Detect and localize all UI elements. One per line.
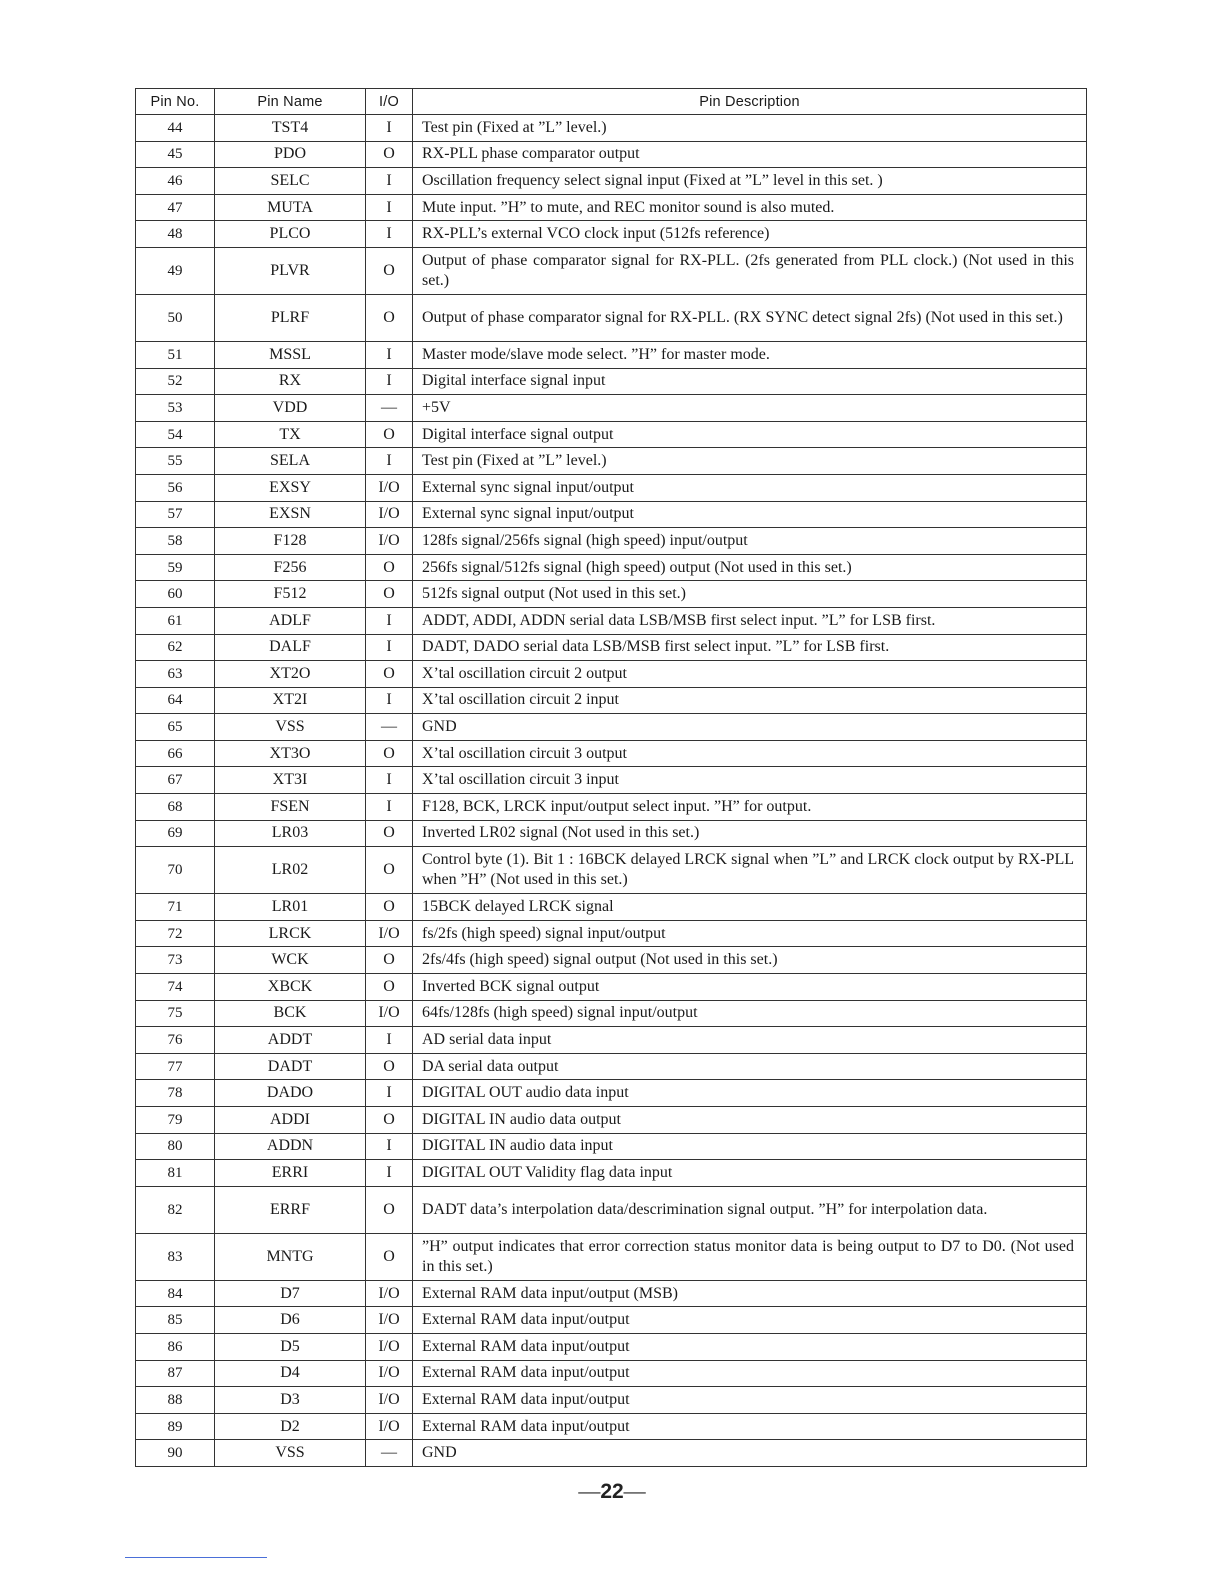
pin-io-cell: O bbox=[366, 554, 413, 581]
pin-io-cell: I/O bbox=[366, 1333, 413, 1360]
pin-io-cell: I bbox=[366, 115, 413, 142]
table-row bbox=[136, 194, 1087, 221]
pin-name-cell: ADLF bbox=[215, 607, 366, 634]
pin-io-cell: O bbox=[366, 1053, 413, 1080]
bottom-rule bbox=[125, 1557, 267, 1558]
table-row bbox=[136, 294, 1087, 341]
pin-description-cell: DIGITAL OUT Validity flag data input bbox=[413, 1160, 1087, 1187]
table-row bbox=[136, 141, 1087, 168]
table-row bbox=[136, 740, 1087, 767]
pin-number-cell: 76 bbox=[136, 1027, 215, 1054]
pin-number-cell: 56 bbox=[136, 474, 215, 501]
pin-description-cell: GND bbox=[413, 1440, 1087, 1467]
pin-description-cell: F128, BCK, LRCK input/output select input. ”H” for output. bbox=[413, 794, 1087, 821]
pin-number-cell: 85 bbox=[136, 1307, 215, 1334]
table-row bbox=[136, 974, 1087, 1001]
table-row bbox=[136, 947, 1087, 974]
pin-description-cell: 128fs signal/256fs signal (high speed) input/output bbox=[413, 528, 1087, 555]
pin-io-cell: O bbox=[366, 1107, 413, 1134]
table-row bbox=[136, 168, 1087, 195]
pin-name-cell: EXSY bbox=[215, 474, 366, 501]
pin-number-cell: 82 bbox=[136, 1186, 215, 1233]
pin-description-cell: ”H” output indicates that error correction status monitor data is being output to D7 to D0. (Not used in this set.) bbox=[413, 1233, 1087, 1280]
pin-description-cell: External sync signal input/output bbox=[413, 474, 1087, 501]
pin-number-cell: 72 bbox=[136, 920, 215, 947]
pin-description-cell: External RAM data input/output bbox=[413, 1387, 1087, 1414]
pin-io-cell: I/O bbox=[366, 501, 413, 528]
pin-name-cell: D2 bbox=[215, 1413, 366, 1440]
table-header-row bbox=[136, 89, 1087, 115]
pin-description-cell: External sync signal input/output bbox=[413, 501, 1087, 528]
pin-name-cell: LR02 bbox=[215, 847, 366, 894]
table-row bbox=[136, 1387, 1087, 1414]
pin-description-cell: Control byte (1). Bit 1 : 16BCK delayed LRCK signal when ”L” and LRCK clock output by RX-PLL when ”H” (Not used in this set.) bbox=[413, 847, 1087, 894]
pin-name-cell: D6 bbox=[215, 1307, 366, 1334]
pin-number-cell: 63 bbox=[136, 661, 215, 688]
table-row bbox=[136, 1133, 1087, 1160]
pin-description-cell: RX-PLL phase comparator output bbox=[413, 141, 1087, 168]
pin-number-cell: 57 bbox=[136, 501, 215, 528]
table-row bbox=[136, 1027, 1087, 1054]
pin-description-cell: DIGITAL OUT audio data input bbox=[413, 1080, 1087, 1107]
pin-number-cell: 66 bbox=[136, 740, 215, 767]
pin-description-cell: Master mode/slave mode select. ”H” for master mode. bbox=[413, 341, 1087, 368]
pin-number-cell: 81 bbox=[136, 1160, 215, 1187]
pin-description-cell: Oscillation frequency select signal input (Fixed at ”L” level in this set. ) bbox=[413, 168, 1087, 195]
pin-number-cell: 61 bbox=[136, 607, 215, 634]
pin-io-cell: I bbox=[366, 168, 413, 195]
page-number bbox=[0, 1478, 1224, 1504]
pin-description-cell: X’tal oscillation circuit 2 output bbox=[413, 661, 1087, 688]
pin-number-cell: 77 bbox=[136, 1053, 215, 1080]
table-row bbox=[136, 395, 1087, 422]
pin-description-cell: +5V bbox=[413, 395, 1087, 422]
table-row bbox=[136, 1233, 1087, 1280]
pin-name-cell: XT3I bbox=[215, 767, 366, 794]
pin-description-cell: DIGITAL IN audio data output bbox=[413, 1107, 1087, 1134]
pin-number-cell: 80 bbox=[136, 1133, 215, 1160]
pin-io-cell: I/O bbox=[366, 528, 413, 555]
pin-io-cell: O bbox=[366, 894, 413, 921]
pin-name-cell: MSSL bbox=[215, 341, 366, 368]
pin-name-cell: VSS bbox=[215, 1440, 366, 1467]
pin-number-cell: 86 bbox=[136, 1333, 215, 1360]
pin-number-cell: 51 bbox=[136, 341, 215, 368]
pin-name-cell: RX bbox=[215, 368, 366, 395]
table-row bbox=[136, 820, 1087, 847]
pin-io-cell: I bbox=[366, 1160, 413, 1187]
table-row bbox=[136, 1160, 1087, 1187]
pin-name-cell: TX bbox=[215, 421, 366, 448]
pin-name-cell: PLCO bbox=[215, 221, 366, 248]
pin-name-cell: ADDN bbox=[215, 1133, 366, 1160]
table-row bbox=[136, 1413, 1087, 1440]
pin-description-cell: Digital interface signal output bbox=[413, 421, 1087, 448]
table-row bbox=[136, 341, 1087, 368]
pin-name-cell: ERRF bbox=[215, 1186, 366, 1233]
pin-io-cell: O bbox=[366, 294, 413, 341]
pin-description-cell: DA serial data output bbox=[413, 1053, 1087, 1080]
pin-number-cell: 59 bbox=[136, 554, 215, 581]
pin-description-cell: 64fs/128fs (high speed) signal input/output bbox=[413, 1000, 1087, 1027]
pin-io-cell: O bbox=[366, 740, 413, 767]
pin-description-cell: X’tal oscillation circuit 2 input bbox=[413, 687, 1087, 714]
pin-io-cell: I bbox=[366, 1027, 413, 1054]
pin-description-cell: X’tal oscillation circuit 3 input bbox=[413, 767, 1087, 794]
table-row bbox=[136, 115, 1087, 142]
pin-number-cell: 73 bbox=[136, 947, 215, 974]
table-row bbox=[136, 1107, 1087, 1134]
pin-name-cell: PLVR bbox=[215, 247, 366, 294]
pin-description-cell: 2fs/4fs (high speed) signal output (Not used in this set.) bbox=[413, 947, 1087, 974]
page-number-dash-right: — bbox=[623, 1478, 646, 1503]
table-row bbox=[136, 1333, 1087, 1360]
pin-number-cell: 50 bbox=[136, 294, 215, 341]
pin-description-cell: Inverted LR02 signal (Not used in this set.) bbox=[413, 820, 1087, 847]
pin-name-cell: FSEN bbox=[215, 794, 366, 821]
pin-name-cell: DALF bbox=[215, 634, 366, 661]
pin-name-cell: MUTA bbox=[215, 194, 366, 221]
pin-name-cell: DADO bbox=[215, 1080, 366, 1107]
pin-name-cell: D5 bbox=[215, 1333, 366, 1360]
table-row bbox=[136, 794, 1087, 821]
pin-description-cell: External RAM data input/output (MSB) bbox=[413, 1280, 1087, 1307]
pin-description-cell: X’tal oscillation circuit 3 output bbox=[413, 740, 1087, 767]
pin-name-cell: TST4 bbox=[215, 115, 366, 142]
table-row bbox=[136, 221, 1087, 248]
pin-io-cell: I bbox=[366, 194, 413, 221]
pin-io-cell: I bbox=[366, 634, 413, 661]
pin-number-cell: 48 bbox=[136, 221, 215, 248]
pin-io-cell: I bbox=[366, 794, 413, 821]
pin-name-cell: F128 bbox=[215, 528, 366, 555]
pin-io-cell: O bbox=[366, 421, 413, 448]
pin-io-cell: O bbox=[366, 581, 413, 608]
pin-name-cell: F256 bbox=[215, 554, 366, 581]
pin-number-cell: 67 bbox=[136, 767, 215, 794]
pin-number-cell: 90 bbox=[136, 1440, 215, 1467]
pin-rows bbox=[136, 115, 1087, 1467]
header-io: I/O bbox=[366, 89, 413, 115]
pin-number-cell: 88 bbox=[136, 1387, 215, 1414]
pin-io-cell: I/O bbox=[366, 1387, 413, 1414]
pin-io-cell: I/O bbox=[366, 1413, 413, 1440]
pin-number-cell: 74 bbox=[136, 974, 215, 1001]
pin-number-cell: 52 bbox=[136, 368, 215, 395]
pin-description-cell: Test pin (Fixed at ”L” level.) bbox=[413, 448, 1087, 475]
table-row bbox=[136, 581, 1087, 608]
table-row bbox=[136, 1053, 1087, 1080]
pin-io-cell: I bbox=[366, 221, 413, 248]
pin-number-cell: 47 bbox=[136, 194, 215, 221]
pin-description-cell: Output of phase comparator signal for RX-PLL. (RX SYNC detect signal 2fs) (Not used in this set.) bbox=[413, 294, 1087, 341]
pin-name-cell: EXSN bbox=[215, 501, 366, 528]
pin-description-cell: ADDT, ADDI, ADDN serial data LSB/MSB first select input. ”L” for LSB first. bbox=[413, 607, 1087, 634]
pin-number-cell: 54 bbox=[136, 421, 215, 448]
pin-io-cell: I bbox=[366, 1080, 413, 1107]
pin-io-cell: O bbox=[366, 947, 413, 974]
pin-name-cell: ADDI bbox=[215, 1107, 366, 1134]
pin-name-cell: VDD bbox=[215, 395, 366, 422]
table-row bbox=[136, 634, 1087, 661]
pin-io-cell: I bbox=[366, 687, 413, 714]
table-row bbox=[136, 1360, 1087, 1387]
pin-name-cell: SELC bbox=[215, 168, 366, 195]
pin-name-cell: DADT bbox=[215, 1053, 366, 1080]
pin-description-cell: 256fs signal/512fs signal (high speed) output (Not used in this set.) bbox=[413, 554, 1087, 581]
pin-name-cell: SELA bbox=[215, 448, 366, 475]
header-description: Pin Description bbox=[413, 89, 1087, 115]
table-row bbox=[136, 554, 1087, 581]
table-row bbox=[136, 920, 1087, 947]
pin-name-cell: XT3O bbox=[215, 740, 366, 767]
table-row bbox=[136, 247, 1087, 294]
pin-name-cell: VSS bbox=[215, 714, 366, 741]
table-row bbox=[136, 687, 1087, 714]
pin-number-cell: 71 bbox=[136, 894, 215, 921]
pin-io-cell: I/O bbox=[366, 920, 413, 947]
pin-io-cell: O bbox=[366, 247, 413, 294]
pin-number-cell: 46 bbox=[136, 168, 215, 195]
pin-io-cell: I bbox=[366, 368, 413, 395]
pin-name-cell: ADDT bbox=[215, 1027, 366, 1054]
pin-io-cell: — bbox=[366, 714, 413, 741]
pin-description-cell: DADT data’s interpolation data/descrimination signal output. ”H” for interpolation data. bbox=[413, 1186, 1087, 1233]
pin-io-cell: I bbox=[366, 341, 413, 368]
pin-description-cell: 15BCK delayed LRCK signal bbox=[413, 894, 1087, 921]
pin-number-cell: 58 bbox=[136, 528, 215, 555]
table-row bbox=[136, 847, 1087, 894]
pin-io-cell: O bbox=[366, 661, 413, 688]
pin-description-cell: External RAM data input/output bbox=[413, 1360, 1087, 1387]
pin-io-cell: O bbox=[366, 974, 413, 1001]
pin-io-cell: I/O bbox=[366, 1280, 413, 1307]
pin-io-cell: I/O bbox=[366, 1307, 413, 1334]
pin-number-cell: 84 bbox=[136, 1280, 215, 1307]
pin-name-cell: BCK bbox=[215, 1000, 366, 1027]
table-row bbox=[136, 474, 1087, 501]
pin-io-cell: O bbox=[366, 141, 413, 168]
pin-number-cell: 55 bbox=[136, 448, 215, 475]
pin-name-cell: D7 bbox=[215, 1280, 366, 1307]
pin-number-cell: 53 bbox=[136, 395, 215, 422]
pin-io-cell: I bbox=[366, 448, 413, 475]
pin-io-cell: I bbox=[366, 607, 413, 634]
pin-description-cell: Output of phase comparator signal for RX-PLL. (2fs generated from PLL clock.) (Not used in this set.) bbox=[413, 247, 1087, 294]
pin-name-cell: XBCK bbox=[215, 974, 366, 1001]
pin-io-cell: O bbox=[366, 1233, 413, 1280]
pin-io-cell: O bbox=[366, 847, 413, 894]
table-row bbox=[136, 661, 1087, 688]
pin-table bbox=[135, 88, 1087, 1467]
table-row bbox=[136, 1440, 1087, 1467]
table-row bbox=[136, 714, 1087, 741]
pin-io-cell: — bbox=[366, 395, 413, 422]
pin-name-cell: LR03 bbox=[215, 820, 366, 847]
pin-name-cell: D4 bbox=[215, 1360, 366, 1387]
pin-description-cell: DADT, DADO serial data LSB/MSB first select input. ”L” for LSB first. bbox=[413, 634, 1087, 661]
header-pin-name: Pin Name bbox=[215, 89, 366, 115]
table-row bbox=[136, 1280, 1087, 1307]
pin-description-cell: External RAM data input/output bbox=[413, 1413, 1087, 1440]
pin-name-cell: F512 bbox=[215, 581, 366, 608]
pin-io-cell: I/O bbox=[366, 474, 413, 501]
pin-number-cell: 83 bbox=[136, 1233, 215, 1280]
pin-description-cell: RX-PLL’s external VCO clock input (512fs reference) bbox=[413, 221, 1087, 248]
pin-description-cell: GND bbox=[413, 714, 1087, 741]
header-pin-no: Pin No. bbox=[136, 89, 215, 115]
pin-number-cell: 87 bbox=[136, 1360, 215, 1387]
page-number-dash-left: — bbox=[578, 1478, 601, 1503]
pin-io-cell: I/O bbox=[366, 1360, 413, 1387]
pin-io-cell: I bbox=[366, 767, 413, 794]
pin-number-cell: 65 bbox=[136, 714, 215, 741]
pin-description-cell: External RAM data input/output bbox=[413, 1333, 1087, 1360]
table-row bbox=[136, 1080, 1087, 1107]
table-row bbox=[136, 767, 1087, 794]
table-row bbox=[136, 501, 1087, 528]
pin-io-cell: I/O bbox=[366, 1000, 413, 1027]
pin-number-cell: 79 bbox=[136, 1107, 215, 1134]
table-row bbox=[136, 448, 1087, 475]
pin-description-cell: Mute input. ”H” to mute, and REC monitor sound is also muted. bbox=[413, 194, 1087, 221]
pin-name-cell: ERRI bbox=[215, 1160, 366, 1187]
table-row bbox=[136, 421, 1087, 448]
pin-number-cell: 75 bbox=[136, 1000, 215, 1027]
pin-name-cell: D3 bbox=[215, 1387, 366, 1414]
pin-io-cell: I bbox=[366, 1133, 413, 1160]
pin-number-cell: 49 bbox=[136, 247, 215, 294]
pin-number-cell: 60 bbox=[136, 581, 215, 608]
pin-name-cell: XT2O bbox=[215, 661, 366, 688]
pin-name-cell: PDO bbox=[215, 141, 366, 168]
table-row bbox=[136, 1000, 1087, 1027]
pin-description-cell: DIGITAL IN audio data input bbox=[413, 1133, 1087, 1160]
pin-description-sheet bbox=[135, 88, 1086, 1467]
pin-description-cell: 512fs signal output (Not used in this set.) bbox=[413, 581, 1087, 608]
pin-name-cell: MNTG bbox=[215, 1233, 366, 1280]
table-row bbox=[136, 1307, 1087, 1334]
pin-io-cell: O bbox=[366, 820, 413, 847]
pin-description-cell: Test pin (Fixed at ”L” level.) bbox=[413, 115, 1087, 142]
pin-io-cell: O bbox=[366, 1186, 413, 1233]
pin-name-cell: LR01 bbox=[215, 894, 366, 921]
table-row bbox=[136, 528, 1087, 555]
pin-name-cell: XT2I bbox=[215, 687, 366, 714]
pin-io-cell: — bbox=[366, 1440, 413, 1467]
pin-description-cell: fs/2fs (high speed) signal input/output bbox=[413, 920, 1087, 947]
page-number-value: 22 bbox=[600, 1480, 624, 1503]
pin-number-cell: 70 bbox=[136, 847, 215, 894]
pin-number-cell: 44 bbox=[136, 115, 215, 142]
pin-description-cell: Inverted BCK signal output bbox=[413, 974, 1087, 1001]
pin-number-cell: 78 bbox=[136, 1080, 215, 1107]
table-row bbox=[136, 1186, 1087, 1233]
pin-description-cell: AD serial data input bbox=[413, 1027, 1087, 1054]
pin-number-cell: 64 bbox=[136, 687, 215, 714]
pin-number-cell: 69 bbox=[136, 820, 215, 847]
pin-number-cell: 45 bbox=[136, 141, 215, 168]
pin-number-cell: 62 bbox=[136, 634, 215, 661]
pin-name-cell: LRCK bbox=[215, 920, 366, 947]
table-row bbox=[136, 894, 1087, 921]
pin-name-cell: WCK bbox=[215, 947, 366, 974]
pin-number-cell: 89 bbox=[136, 1413, 215, 1440]
pin-description-cell: Digital interface signal input bbox=[413, 368, 1087, 395]
table-row bbox=[136, 607, 1087, 634]
pin-name-cell: PLRF bbox=[215, 294, 366, 341]
table-row bbox=[136, 368, 1087, 395]
pin-number-cell: 68 bbox=[136, 794, 215, 821]
pin-description-cell: External RAM data input/output bbox=[413, 1307, 1087, 1334]
